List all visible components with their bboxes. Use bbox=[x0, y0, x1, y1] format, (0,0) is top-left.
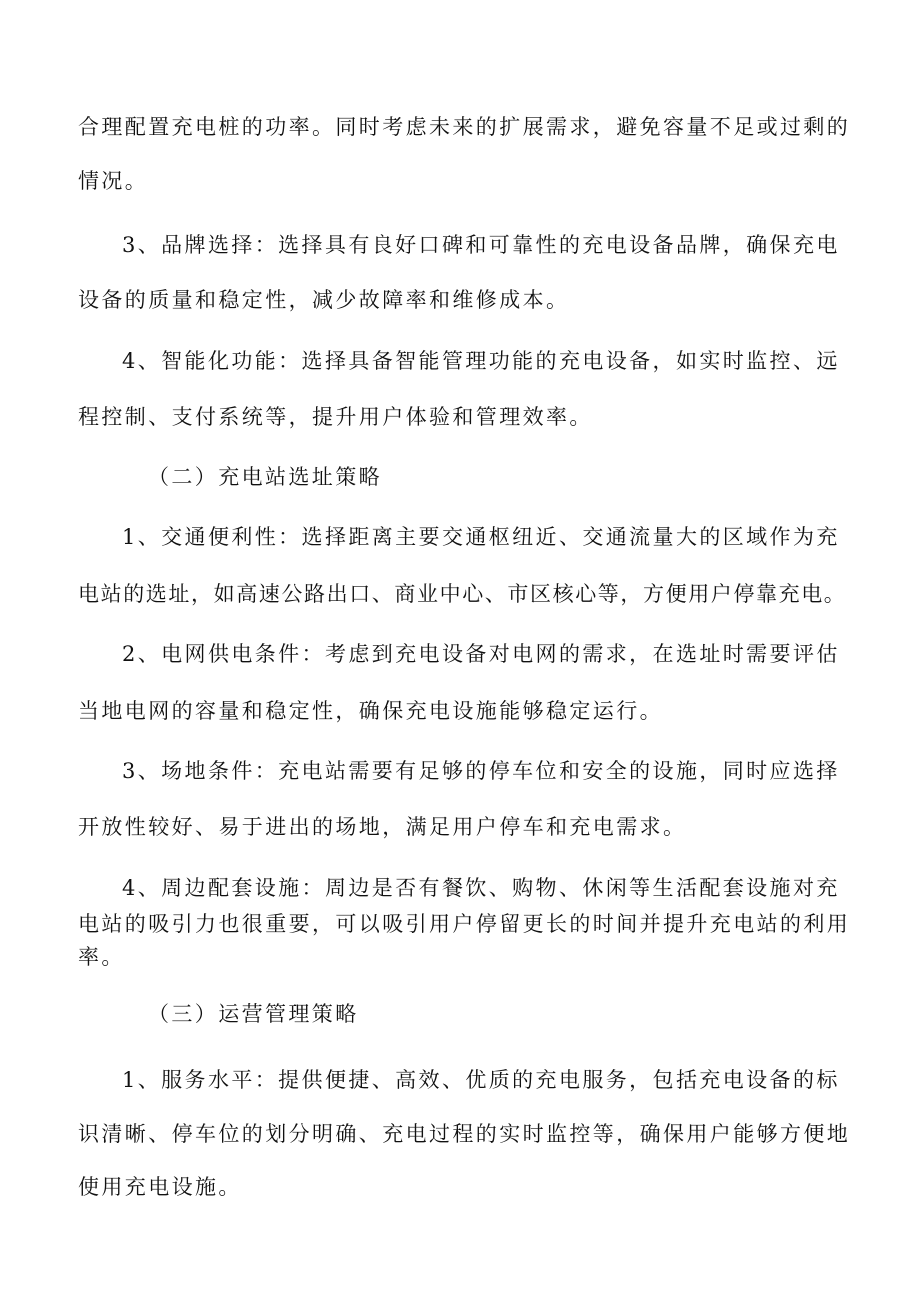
text-line: 当地电网的容量和稳定性，确保充电设施能够稳定运行。 bbox=[78, 699, 663, 723]
text-line: 2、电网供电条件：考虑到充电设备对电网的需求，在选址时需要评估 bbox=[122, 642, 840, 666]
text-line: 识清晰、停车位的划分明确、充电过程的实时监控等，确保用户能够方便地 bbox=[78, 1122, 851, 1146]
text-line: 1、服务水平：提供便捷、高效、优质的充电服务，包括充电设备的标 bbox=[122, 1068, 840, 1092]
text-line: 使用充电设施。 bbox=[78, 1175, 242, 1199]
text-line: 开放性较好、易于进出的场地，满足用户停车和充电需求。 bbox=[78, 815, 687, 839]
text-line: 程控制、支付系统等，提升用户体验和管理效率。 bbox=[78, 405, 593, 429]
text-line: 率。 bbox=[78, 945, 125, 969]
text-line: 电站的选址，如高速公路出口、商业中心、市区核心等，方便用户停靠充电。 bbox=[78, 582, 847, 606]
text-line: 3、品牌选择：选择具有良好口碑和可靠性的充电设备品牌，确保充电 bbox=[122, 233, 840, 257]
text-line: 电站的吸引力也很重要，可以吸引用户停留更长的时间并提升充电站的利用 bbox=[78, 912, 851, 936]
text-line: 合理配置充电桩的功率。同时考虑未来的扩展需求，避免容量不足或过剩的 bbox=[78, 115, 851, 139]
text-line: 设备的质量和稳定性，减少故障率和维修成本。 bbox=[78, 288, 570, 312]
text-line: 情况。 bbox=[78, 169, 149, 193]
section-heading: （二）充电站选址策略 bbox=[148, 465, 382, 489]
section-heading: （三）运营管理策略 bbox=[148, 1002, 359, 1026]
text-line: 1、交通便利性：选择距离主要交通枢纽近、交通流量大的区域作为充 bbox=[122, 525, 840, 549]
text-line: 3、场地条件：充电站需要有足够的停车位和安全的设施，同时应选择 bbox=[122, 759, 840, 783]
text-line: 4、智能化功能：选择具备智能管理功能的充电设备，如实时监控、远 bbox=[122, 349, 840, 373]
text-line: 4、周边配套设施：周边是否有餐饮、购物、休闲等生活配套设施对充 bbox=[122, 876, 840, 900]
